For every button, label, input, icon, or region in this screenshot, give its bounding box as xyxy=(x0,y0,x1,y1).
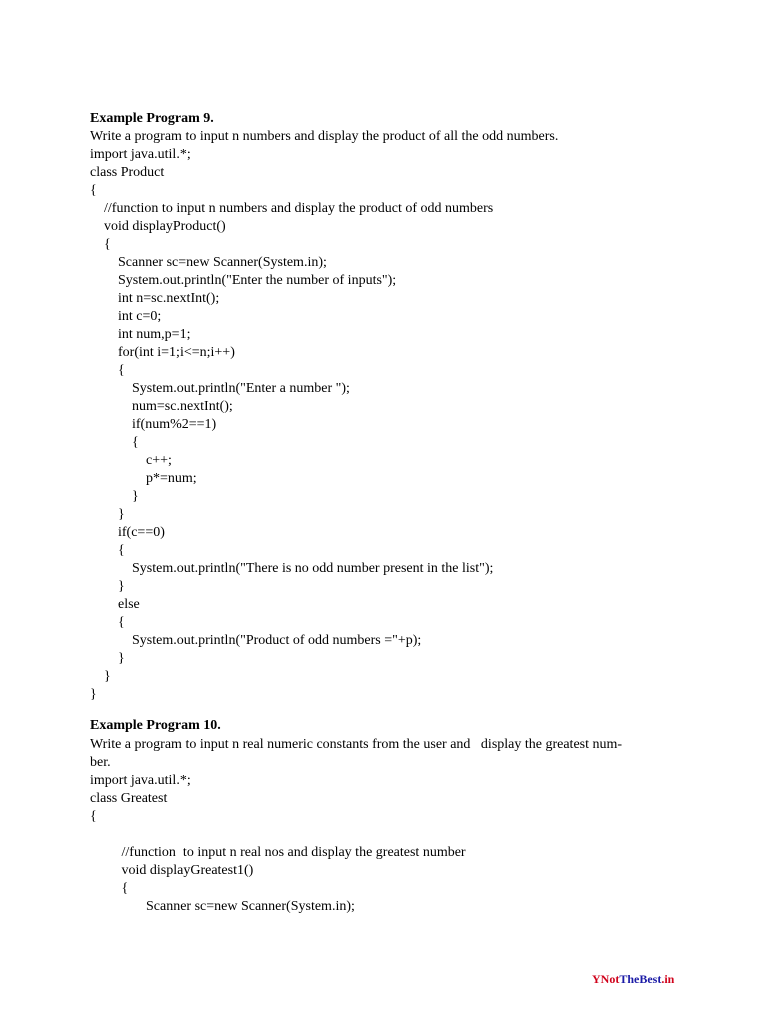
watermark-part2: TheBest xyxy=(619,972,662,986)
code-line: } xyxy=(90,579,125,594)
code-line: else xyxy=(90,597,140,612)
watermark-part1: YNot xyxy=(592,972,620,986)
code-line: void displayGreatest1() xyxy=(90,863,254,878)
code-line: import java.util.*; xyxy=(90,147,191,162)
code-line: int n=sc.nextInt(); xyxy=(90,291,220,306)
code-line: if(num%2==1) xyxy=(90,417,217,432)
code-line: } xyxy=(90,651,125,666)
code-line: c++; xyxy=(90,453,172,468)
code-line: for(int i=1;i<=n;i++) xyxy=(90,345,235,360)
code-line: System.out.println("There is no odd number present in the list"); xyxy=(90,561,494,576)
code-line: { xyxy=(90,615,125,630)
code-line: Scanner sc=new Scanner(System.in); xyxy=(90,899,355,914)
code-line: num=sc.nextInt(); xyxy=(90,399,233,414)
code-line: System.out.println("Enter the number of inputs"); xyxy=(90,273,397,288)
code-line: } xyxy=(90,687,97,702)
code-line: if(c==0) xyxy=(90,525,165,540)
code-line: class Product xyxy=(90,165,165,180)
site-watermark xyxy=(592,972,674,987)
program10-description-line1: Write a program to input n real numeric constants from the user and display the greatest num- xyxy=(90,737,623,752)
code-line: { xyxy=(90,435,139,450)
code-line: System.out.println("Product of odd numbers ="+p); xyxy=(90,633,422,648)
code-line: { xyxy=(90,183,97,198)
code-line: void displayProduct() xyxy=(90,219,226,234)
code-line: int num,p=1; xyxy=(90,327,191,342)
code-line: { xyxy=(90,881,129,896)
program9-description: Write a program to input n numbers and display the product of all the odd numbers. xyxy=(90,129,559,144)
code-line: import java.util.*; xyxy=(90,773,191,788)
program9-heading: Example Program 9. xyxy=(90,111,214,126)
code-line: { xyxy=(90,809,97,824)
code-line: { xyxy=(90,237,111,252)
code-line: Scanner sc=new Scanner(System.in); xyxy=(90,255,327,270)
code-line: p*=num; xyxy=(90,471,197,486)
watermark-part3: .in xyxy=(661,972,675,986)
code-line: { xyxy=(90,543,125,558)
code-line: int c=0; xyxy=(90,309,162,324)
code-line: //function to input n numbers and display the product of odd numbers xyxy=(90,201,494,216)
program10-heading: Example Program 10. xyxy=(90,718,221,733)
code-line: { xyxy=(90,363,125,378)
code-line: //function to input n real nos and display the greatest number xyxy=(90,845,466,860)
program10-description-line2: ber. xyxy=(90,755,111,770)
code-line: } xyxy=(90,507,125,522)
code-line: System.out.println("Enter a number "); xyxy=(90,381,350,396)
code-line: } xyxy=(90,669,111,684)
code-line: class Greatest xyxy=(90,791,168,806)
code-line: } xyxy=(90,489,139,504)
